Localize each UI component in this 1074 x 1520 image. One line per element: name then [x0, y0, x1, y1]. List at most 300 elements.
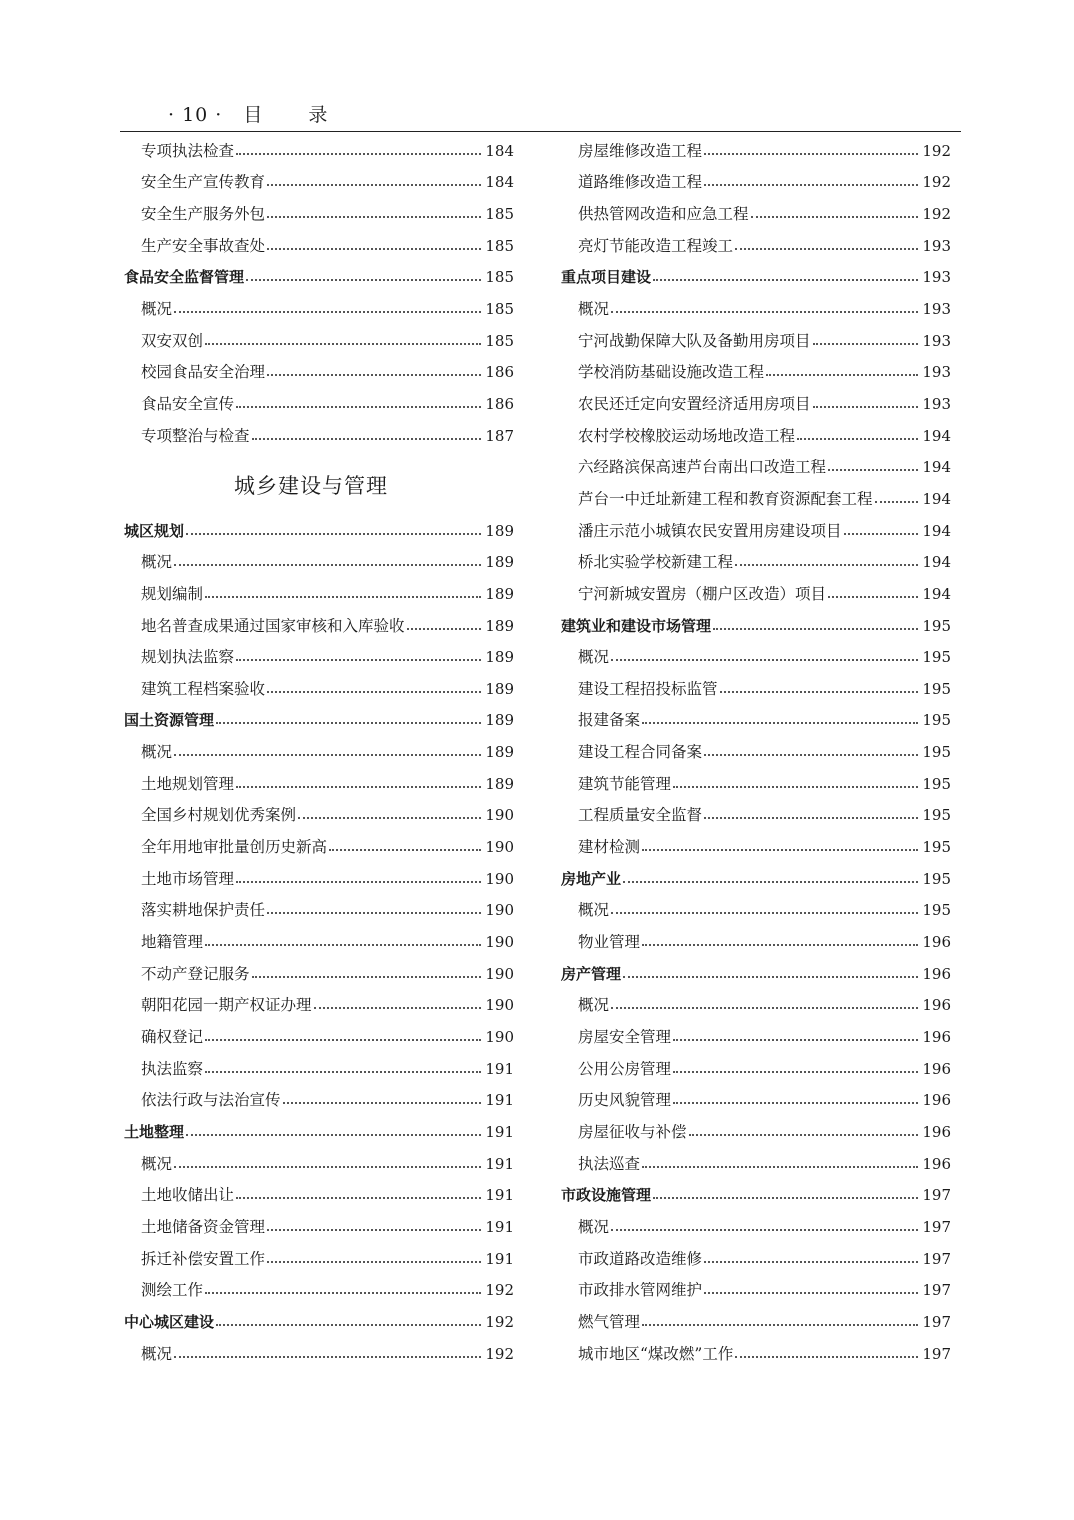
toc-entry-page: 194	[922, 521, 951, 540]
toc-entry-page: 191	[485, 1123, 514, 1142]
toc-entry-label: 落实耕地保护责任	[141, 901, 266, 920]
toc-entry	[124, 923, 514, 955]
toc-entry-page: 190	[485, 933, 514, 952]
toc-leader-dots	[246, 279, 481, 281]
toc-entry-page: 195	[922, 869, 951, 888]
toc-entry-page: 196	[922, 1028, 951, 1047]
toc-entry	[124, 195, 514, 227]
toc-entry-page: 194	[922, 458, 951, 477]
toc-entry-page: 193	[922, 363, 951, 382]
toc-leader-dots	[205, 944, 481, 946]
toc-leader-dots	[174, 1356, 481, 1358]
toc-entry-label: 供热管网改造和应急工程	[578, 204, 749, 223]
toc-entry-label: 宁河战勤保障大队及备勤用房项目	[578, 331, 811, 350]
toc-entry-page: 189	[485, 648, 514, 667]
toc-entry-label: 物业管理	[578, 933, 641, 952]
toc-right-column	[561, 132, 951, 1367]
toc-entry-page: 196	[922, 1059, 951, 1078]
toc-entry-label: 土地收储出让	[141, 1186, 235, 1205]
toc-entry-page: 189	[485, 679, 514, 698]
toc-leader-dots	[174, 754, 481, 756]
toc-entry-page: 189	[485, 711, 514, 730]
toc-entry-page: 186	[485, 394, 514, 413]
toc-entry-page: 195	[922, 774, 951, 793]
toc-entry-label: 概况	[141, 1154, 173, 1173]
toc-entry-label: 地名普查成果通过国家审核和入库验收	[141, 616, 405, 635]
toc-entry	[561, 923, 951, 955]
toc-entry	[561, 354, 951, 386]
toc-entry-page: 191	[485, 1059, 514, 1078]
toc-leader-dots	[205, 1071, 481, 1073]
toc-entry-label: 市政设施管理	[561, 1186, 652, 1205]
toc-entry-label: 建筑节能管理	[578, 774, 672, 793]
toc-entry	[124, 797, 514, 829]
toc-entry	[124, 227, 514, 259]
toc-entry-page: 190	[485, 838, 514, 857]
toc-entry-page: 186	[485, 363, 514, 382]
toc-entry	[124, 417, 514, 449]
toc-leader-dots	[720, 691, 919, 693]
toc-entry-label: 拆迁补偿安置工作	[141, 1249, 266, 1268]
toc-entry	[561, 1082, 951, 1114]
toc-entry-label: 亮灯节能改造工程竣工	[578, 236, 734, 255]
toc-entry	[124, 892, 514, 924]
toc-entry-page: 190	[485, 869, 514, 888]
toc-entry	[561, 512, 951, 544]
toc-entry-label: 生产安全事故查处	[141, 236, 266, 255]
toc-leader-dots	[267, 691, 481, 693]
toc-entry-label: 建设工程合同备案	[578, 743, 703, 762]
toc-leader-dots	[236, 1197, 481, 1199]
toc-leader-dots	[673, 1039, 918, 1041]
toc-entry	[561, 227, 951, 259]
toc-entry	[561, 290, 951, 322]
toc-entry	[124, 132, 514, 164]
toc-entry-label: 报建备案	[578, 711, 641, 730]
toc-entry	[124, 828, 514, 860]
toc-leader-dots	[186, 1134, 481, 1136]
toc-leader-dots	[205, 596, 481, 598]
toc-entry-label: 概况	[141, 1344, 173, 1363]
toc-entry-label: 概况	[141, 553, 173, 572]
toc-entry	[561, 417, 951, 449]
toc-entry	[124, 354, 514, 386]
toc-leader-dots	[283, 1102, 482, 1104]
toc-entry-page: 195	[922, 743, 951, 762]
toc-entry	[561, 132, 951, 164]
toc-leader-dots	[267, 1229, 481, 1231]
toc-entry-page: 185	[485, 236, 514, 255]
toc-leader-dots	[267, 216, 481, 218]
toc-leader-dots	[611, 1229, 918, 1231]
toc-entry-page: 190	[485, 1028, 514, 1047]
toc-entry	[124, 607, 514, 639]
toc-entry-page: 194	[922, 584, 951, 603]
toc-leader-dots	[813, 343, 919, 345]
toc-entry-page: 196	[922, 933, 951, 952]
toc-entry-label: 公用公房管理	[578, 1059, 672, 1078]
toc-entry-label: 燃气管理	[578, 1312, 641, 1331]
toc-entry-page: 190	[485, 996, 514, 1015]
toc-category-entry	[124, 259, 514, 291]
toc-entry-page: 189	[485, 584, 514, 603]
toc-leader-dots	[174, 311, 481, 313]
toc-entry-page: 185	[485, 331, 514, 350]
toc-entry	[124, 1082, 514, 1114]
toc-leader-dots	[314, 1007, 482, 1009]
toc-leader-dots	[642, 722, 918, 724]
toc-leader-dots	[205, 1292, 481, 1294]
toc-entry-label: 专项执法检查	[141, 141, 235, 160]
toc-entry	[561, 639, 951, 671]
toc-leader-dots	[673, 1071, 918, 1073]
toc-entry-page: 197	[922, 1217, 951, 1236]
toc-entry-page: 184	[485, 141, 514, 160]
toc-entry	[561, 480, 951, 512]
toc-leader-dots	[236, 881, 481, 883]
toc-leader-dots	[267, 184, 481, 186]
toc-entry-page: 185	[485, 299, 514, 318]
toc-leader-dots	[236, 659, 481, 661]
toc-entry-label: 建筑业和建设市场管理	[561, 616, 712, 635]
toc-entry-page: 197	[922, 1344, 951, 1363]
toc-entry	[561, 385, 951, 417]
toc-entry-label: 房产管理	[561, 964, 622, 983]
toc-entry-label: 食品安全宣传	[141, 394, 235, 413]
toc-entry	[124, 1177, 514, 1209]
toc-entry-label: 概况	[578, 299, 610, 318]
toc-entry-page: 193	[922, 299, 951, 318]
toc-entry-page: 190	[485, 964, 514, 983]
toc-entry-label: 宁河新城安置房（棚户区改造）项目	[578, 584, 827, 603]
toc-leader-dots	[329, 849, 481, 851]
toc-entry-page: 191	[485, 1249, 514, 1268]
toc-entry-page: 191	[485, 1217, 514, 1236]
toc-entry-page: 197	[922, 1281, 951, 1300]
toc-entry-label: 概况	[141, 743, 173, 762]
toc-category-entry	[561, 259, 951, 291]
toc-entry-page: 196	[922, 1091, 951, 1110]
toc-entry	[124, 670, 514, 702]
toc-leader-dots	[653, 1197, 918, 1199]
toc-leader-dots	[828, 469, 918, 471]
toc-entry-page: 194	[922, 553, 951, 572]
toc-entry	[124, 1272, 514, 1304]
page-title: 目 录	[243, 104, 348, 126]
toc-entry-label: 中心城区建设	[124, 1312, 215, 1331]
toc-leader-dots	[673, 786, 918, 788]
toc-entry	[124, 860, 514, 892]
toc-entry-page: 192	[485, 1344, 514, 1363]
toc-entry	[561, 1018, 951, 1050]
toc-entry-page: 195	[922, 901, 951, 920]
toc-entry-page: 192	[922, 204, 951, 223]
toc-entry-label: 土地储备资金管理	[141, 1217, 266, 1236]
toc-leader-dots	[611, 659, 918, 661]
toc-category-entry	[124, 702, 514, 734]
toc-entry-label: 土地市场管理	[141, 869, 235, 888]
toc-leader-dots	[813, 406, 919, 408]
toc-entry	[561, 733, 951, 765]
toc-entry-label: 建材检测	[578, 838, 641, 857]
toc-entry-page: 197	[922, 1249, 951, 1268]
toc-entry-page: 195	[922, 679, 951, 698]
toc-entry-page: 189	[485, 774, 514, 793]
toc-leader-dots	[611, 1007, 918, 1009]
toc-entry-label: 测绘工作	[141, 1281, 204, 1300]
toc-leader-dots	[205, 1039, 481, 1041]
toc-leader-dots	[236, 786, 481, 788]
toc-entry-page: 191	[485, 1091, 514, 1110]
toc-entry	[124, 290, 514, 322]
toc-leader-dots	[216, 1324, 481, 1326]
toc-entry-label: 双安双创	[141, 331, 204, 350]
toc-entry	[124, 1240, 514, 1272]
toc-category-entry	[124, 1303, 514, 1335]
toc-entry	[561, 544, 951, 576]
toc-entry-label: 全年用地审批量创历史新高	[141, 838, 328, 857]
toc-entry	[561, 164, 951, 196]
toc-leader-dots	[267, 1261, 481, 1263]
toc-entry-label: 历史风貌管理	[578, 1091, 672, 1110]
toc-entry	[561, 1335, 951, 1367]
toc-entry	[124, 322, 514, 354]
toc-leader-dots	[704, 184, 918, 186]
toc-entry-page: 193	[922, 236, 951, 255]
toc-entry	[561, 1240, 951, 1272]
toc-entry-page: 192	[922, 173, 951, 192]
toc-entry	[124, 1050, 514, 1082]
toc-entry-page: 189	[485, 521, 514, 540]
toc-entry-page: 185	[485, 204, 514, 223]
toc-leader-dots	[236, 153, 481, 155]
toc-entry-page: 190	[485, 806, 514, 825]
toc-leader-dots	[642, 1166, 918, 1168]
toc-entry-page: 196	[922, 1154, 951, 1173]
toc-category-entry	[124, 1113, 514, 1145]
toc-leader-dots	[174, 1166, 481, 1168]
toc-leader-dots	[828, 596, 918, 598]
toc-left-column	[124, 132, 514, 1367]
toc-entry	[124, 385, 514, 417]
toc-entry-label: 城市地区“煤改燃”工作	[578, 1344, 734, 1363]
toc-entry-label: 安全生产宣传教育	[141, 173, 266, 192]
toc-leader-dots	[875, 501, 919, 503]
toc-leader-dots	[704, 1292, 918, 1294]
toc-entry-page: 189	[485, 553, 514, 572]
page-number: · 10 ·	[168, 104, 223, 126]
toc-entry-label: 校园食品安全治理	[141, 363, 266, 382]
toc-entry-label: 六经路滨保高速芦台南出口改造工程	[578, 458, 827, 477]
toc-section-heading: 城乡建设与管理	[234, 474, 388, 499]
toc-entry	[124, 639, 514, 671]
toc-leader-dots	[704, 817, 918, 819]
toc-leader-dots	[623, 976, 918, 978]
toc-entry-page: 191	[485, 1154, 514, 1173]
toc-leader-dots	[735, 564, 918, 566]
toc-leader-dots	[673, 1102, 918, 1104]
toc-entry-label: 市政道路改造维修	[578, 1249, 703, 1268]
toc-entry-label: 土地规划管理	[141, 774, 235, 793]
toc-leader-dots	[267, 912, 481, 914]
toc-entry	[561, 449, 951, 481]
toc-category-entry	[561, 860, 951, 892]
toc-leader-dots	[642, 849, 918, 851]
toc-leader-dots	[704, 153, 918, 155]
toc-leader-dots	[653, 279, 918, 281]
toc-entry-label: 芦台一中迁址新建工程和教育资源配套工程	[578, 489, 873, 508]
toc-entry-page: 196	[922, 1123, 951, 1141]
toc-entry-page: 185	[485, 268, 514, 287]
toc-entry-label: 房屋征收与补偿	[578, 1123, 687, 1141]
toc-entry-page: 197	[922, 1312, 951, 1331]
toc-entry	[561, 765, 951, 797]
toc-entry	[561, 892, 951, 924]
toc-entry	[561, 1208, 951, 1240]
toc-entry-page: 192	[485, 1281, 514, 1300]
toc-leader-dots	[174, 564, 481, 566]
toc-leader-dots	[642, 944, 918, 946]
toc-entry	[561, 797, 951, 829]
toc-entry-label: 桥北实验学校新建工程	[578, 553, 734, 572]
toc-entry	[124, 1335, 514, 1367]
toc-entry-label: 重点项目建设	[561, 268, 652, 287]
toc-entry-label: 食品安全监督管理	[124, 268, 245, 287]
toc-entry-page: 195	[922, 806, 951, 825]
toc-leader-dots	[236, 406, 481, 408]
toc-leader-dots	[713, 628, 918, 630]
toc-entry	[561, 1272, 951, 1304]
toc-entry-page: 184	[485, 173, 514, 192]
toc-entry-label: 农村学校橡胶运动场地改造工程	[578, 426, 796, 445]
toc-leader-dots	[735, 1356, 918, 1358]
toc-entry-page: 192	[485, 1312, 514, 1331]
toc-leader-dots	[216, 722, 481, 724]
toc-leader-dots	[704, 1261, 918, 1263]
toc-entry-page: 196	[922, 996, 951, 1015]
toc-leader-dots	[735, 248, 918, 250]
toc-entry-label: 概况	[578, 901, 610, 920]
toc-leader-dots	[766, 374, 918, 376]
toc-leader-dots	[642, 1324, 918, 1326]
toc-entry	[561, 195, 951, 227]
toc-entry	[124, 544, 514, 576]
toc-entry-label: 不动产登记服务	[141, 964, 250, 983]
toc-entry	[561, 322, 951, 354]
toc-entry-label: 地籍管理	[141, 933, 204, 952]
toc-entry-label: 工程质量安全监督	[578, 806, 703, 825]
toc-entry-label: 市政排水管网维护	[578, 1281, 703, 1300]
toc-leader-dots	[751, 216, 919, 218]
page-header	[168, 100, 347, 127]
toc-entry	[124, 575, 514, 607]
toc-category-entry	[124, 512, 514, 544]
toc-entry-page: 196	[922, 964, 951, 983]
toc-entry-label: 学校消防基础设施改造工程	[578, 363, 765, 382]
toc-entry-page: 194	[922, 426, 951, 445]
toc-entry-label: 确权登记	[141, 1028, 204, 1047]
toc-leader-dots	[252, 976, 482, 978]
toc-entry-page: 197	[922, 1186, 951, 1205]
toc-entry	[124, 1018, 514, 1050]
toc-entry-label: 概况	[578, 648, 610, 667]
toc-entry	[561, 575, 951, 607]
toc-entry-label: 建筑工程档案验收	[141, 679, 266, 698]
toc-entry-page: 195	[922, 838, 951, 857]
toc-entry-label: 规划执法监察	[141, 648, 235, 667]
toc-entry-page: 195	[922, 648, 951, 667]
toc-entry-page: 189	[485, 743, 514, 762]
toc-entry-label: 朝阳花园一期产权证办理	[141, 996, 312, 1015]
toc-leader-dots	[704, 754, 918, 756]
toc-entry-label: 执法监察	[141, 1059, 204, 1078]
toc-entry	[124, 1208, 514, 1240]
toc-entry-label: 安全生产服务外包	[141, 204, 266, 223]
toc-entry-page: 193	[922, 331, 951, 350]
toc-leader-dots	[267, 374, 481, 376]
toc-entry-page: 189	[485, 616, 514, 635]
toc-entry-label: 专项整治与检查	[141, 426, 250, 445]
toc-entry-label: 概况	[578, 996, 610, 1015]
toc-entry	[561, 1145, 951, 1177]
toc-entry-label: 房屋维修改造工程	[578, 141, 703, 160]
toc-entry	[561, 987, 951, 1019]
toc-leader-dots	[844, 533, 919, 535]
toc-entry-label: 农民还迁定向安置经济适用房项目	[578, 394, 811, 413]
toc-entry-label: 建设工程招投标监管	[578, 679, 718, 698]
toc-entry-label: 土地整理	[124, 1123, 185, 1142]
toc-leader-dots	[186, 533, 481, 535]
toc-entry-label: 房地产业	[561, 869, 622, 888]
toc-entry	[561, 702, 951, 734]
toc-leader-dots	[267, 248, 481, 250]
toc-entry-label: 道路维修改造工程	[578, 173, 703, 192]
toc-category-entry	[561, 1177, 951, 1209]
toc-category-entry	[561, 955, 951, 987]
toc-entry-page: 193	[922, 394, 951, 413]
toc-leader-dots	[611, 311, 918, 313]
toc-leader-dots	[252, 438, 482, 440]
toc-entry	[561, 1113, 951, 1145]
toc-leader-dots	[797, 438, 918, 440]
toc-entry-label: 规划编制	[141, 584, 204, 603]
toc-entry	[124, 733, 514, 765]
toc-entry-label: 概况	[578, 1217, 610, 1236]
toc-leader-dots	[407, 628, 482, 630]
toc-entry	[124, 987, 514, 1019]
toc-entry-label: 全国乡村规划优秀案例	[141, 806, 297, 825]
toc-entry	[124, 765, 514, 797]
toc-entry-page: 193	[922, 268, 951, 287]
toc-entry-page: 187	[485, 426, 514, 445]
toc-entry-page: 195	[922, 616, 951, 635]
toc-entry	[124, 955, 514, 987]
toc-entry-label: 概况	[141, 299, 173, 318]
toc-leader-dots	[623, 881, 918, 883]
toc-entry	[124, 1145, 514, 1177]
toc-entry-page: 191	[485, 1186, 514, 1205]
toc-leader-dots	[205, 343, 481, 345]
toc-entry	[124, 164, 514, 196]
toc-entry-label: 国土资源管理	[124, 711, 215, 730]
toc-entry	[561, 1303, 951, 1335]
toc-entry-page: 190	[485, 901, 514, 920]
toc-entry	[561, 1050, 951, 1082]
toc-entry	[561, 670, 951, 702]
toc-leader-dots	[689, 1134, 919, 1136]
toc-entry	[561, 828, 951, 860]
toc-category-entry	[561, 607, 951, 639]
